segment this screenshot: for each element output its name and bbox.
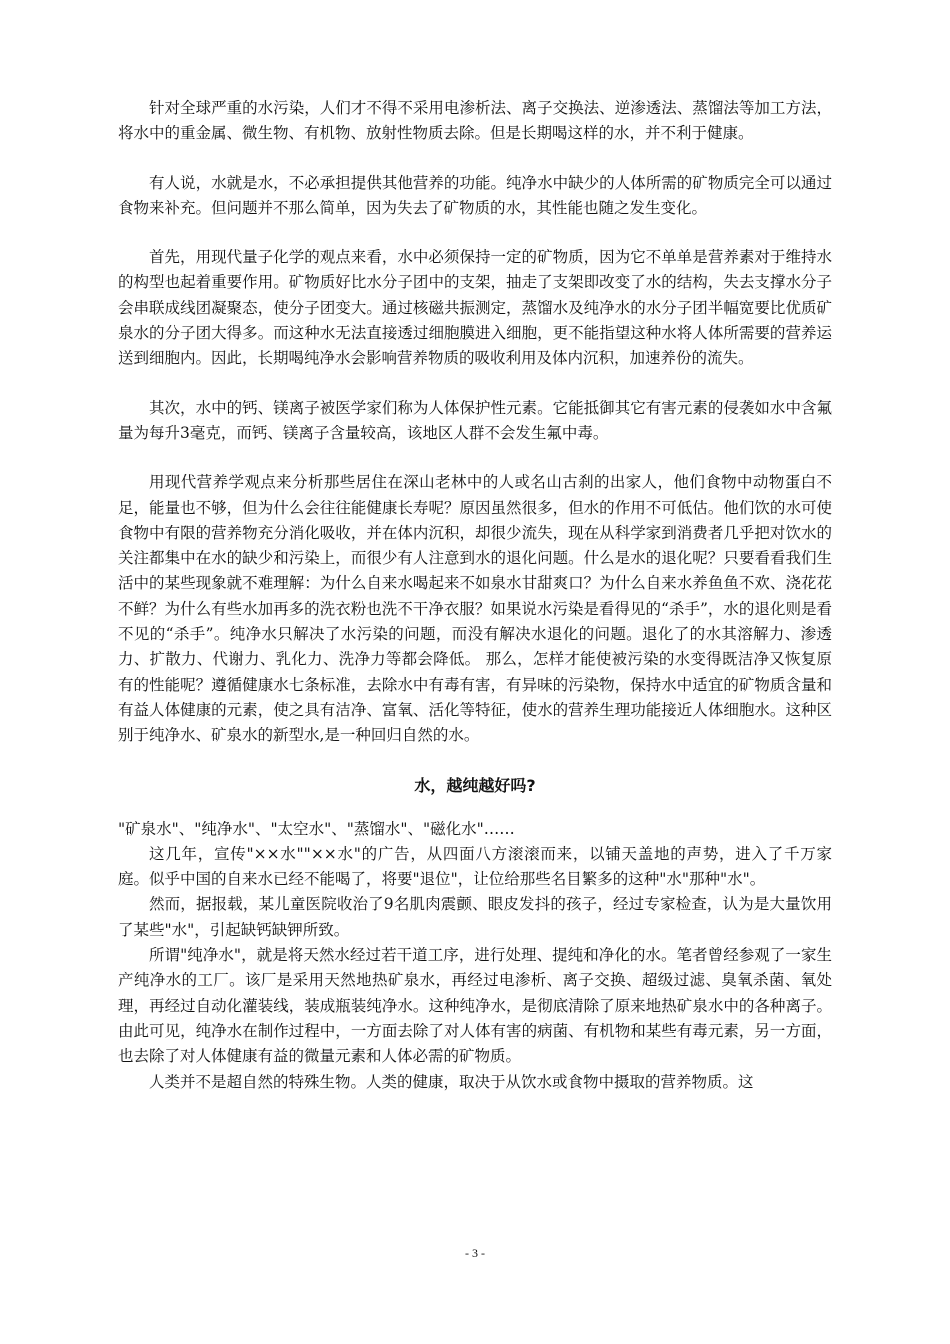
- paragraph: 人类并不是超自然的特殊生物。人类的健康，取决于从饮水或食物中摄取的营养物质。这: [149, 1072, 754, 1091]
- section-title: 水，越纯越好吗?: [414, 775, 536, 795]
- paragraph: 这几年，宣传"××水""××水"的广告，从四面八方滚滚而来，以铺天盖地的声势，进入了千万家庭。似乎中国的自来水已经不能喝了，将要"退位"，让位给那些名目繁多的这种"水"那种"水"。: [118, 844, 832, 889]
- paragraph: 首先，用现代量子化学的观点来看，水中必须保持一定的矿物质，因为它不单单是营养素对于维持水的构型也起着重要作用。矿物质好比水分子团中的支架，抽走了支架即改变了水的结构，失去支撑水分子会串联成线团凝聚态，使分子团变大。通过核磁共振测定，蒸馏水及纯净水的水分子团半幅宽要比优质矿泉水的分子团大得多。而这种水无法直接透过细胞膜进入细胞，更不能指望这种水将人体所需要的营养运送到细胞内。因此，长期喝纯净水会影响营养物质的吸收利用及体内沉积，加速养份的流失。: [118, 248, 832, 368]
- paragraph: 针对全球严重的水污染，人们才不得不采用电渗析法、离子交换法、逆渗透法、蒸馏法等加工方法，将水中的重金属、微生物、有机物、放射性物质去除。但是长期喝这样的水，并不利于健康。: [118, 99, 832, 143]
- paragraph: 其次，水中的钙、镁离子被医学家们称为人体保护性元素。它能抵御其它有害元素的侵袭如水中含氟量为每升3毫克，而钙、镁离子含量较高，该地区人群不会发生氟中毒。: [118, 398, 832, 442]
- list-line: "矿泉水"、"纯净水"、"太空水"、"蒸馏水"、"磁化水"……: [118, 819, 515, 838]
- paragraph: 用现代营养学观点来分析那些居住在深山老林中的人或名山古刹的出家人，他们食物中动物蛋白不足，能量也不够，但为什么会往往能健康长寿呢？原因虽然很多，但水的作用不可低估。他们饮的水可使食物中有限的营养物充分消化吸收，并在体内沉积，却很少流失，现在从科学家到消费者几乎把对饮水的关注都集中在水的缺少和污染上，而很少有人注意到水的退化问题。什么是水的退化呢？只要看看我们生活中的某些现象就不难理解：为什么自来水喝起来不如泉水甘甜爽口？为什么自来水养鱼鱼不欢、浇花花不鲜？为什么有些水加再多的洗衣粉也洗不干净衣服？如果说水污染是看得见的“杀手”，水的退化则是看不见的“杀手”。纯净水只解决了水污染的问题，而没有解决水退化的问题。退化了的水其溶解力、渗透力、扩散力、代谢力、乳化力、洗净力等都会降低。 那么，怎样才能使被污染的水变得既洁净又恢复原有的性能呢？遵循健康水七条标准，去除水中有毒有害，有异味的污染物，保持水中适宜的矿物质含量和有益人体健康的元素，使之具有洁净、富氧、活化等特征，使水的营养生理功能接近人体细胞水。这种区别于纯净水、矿泉水的新型水,是一种回归自然的水。: [118, 473, 832, 745]
- page-body: [118, 96, 832, 1095]
- paragraph: 然而，据报载，某儿童医院收治了9名肌肉震颤、眼皮发抖的孩子，经过专家检查，认为是大量饮用了某些"水"，引起缺钙缺钾所致。: [118, 895, 832, 939]
- paragraph: 有人说，水就是水，不必承担提供其他营养的功能。纯净水中缺少的人体所需的矿物质完全可以通过食物来补充。但问题并不那么简单，因为失去了矿物质的水，其性能也随之发生变化。: [118, 173, 832, 217]
- paragraph: 所谓"纯净水"，就是将天然水经过若干道工序，进行处理、提纯和净化的水。笔者曾经参观了一家生产纯净水的工厂。该厂是采用天然地热矿泉水，再经过电渗析、离子交换、超级过滤、臭氧杀菌、氧处理，再经过自动化灌装线，装成瓶装纯净水。这种纯净水，是彻底清除了原来地热矿泉水中的各种离子。由此可见，纯净水在制作过程中，一方面去除了对人体有害的病菌、有机物和某些有毒元素，另一方面，也去除了对人体健康有益的微量元素和人体必需的矿物质。: [118, 946, 832, 1066]
- page-number: - 3 -: [465, 1246, 485, 1260]
